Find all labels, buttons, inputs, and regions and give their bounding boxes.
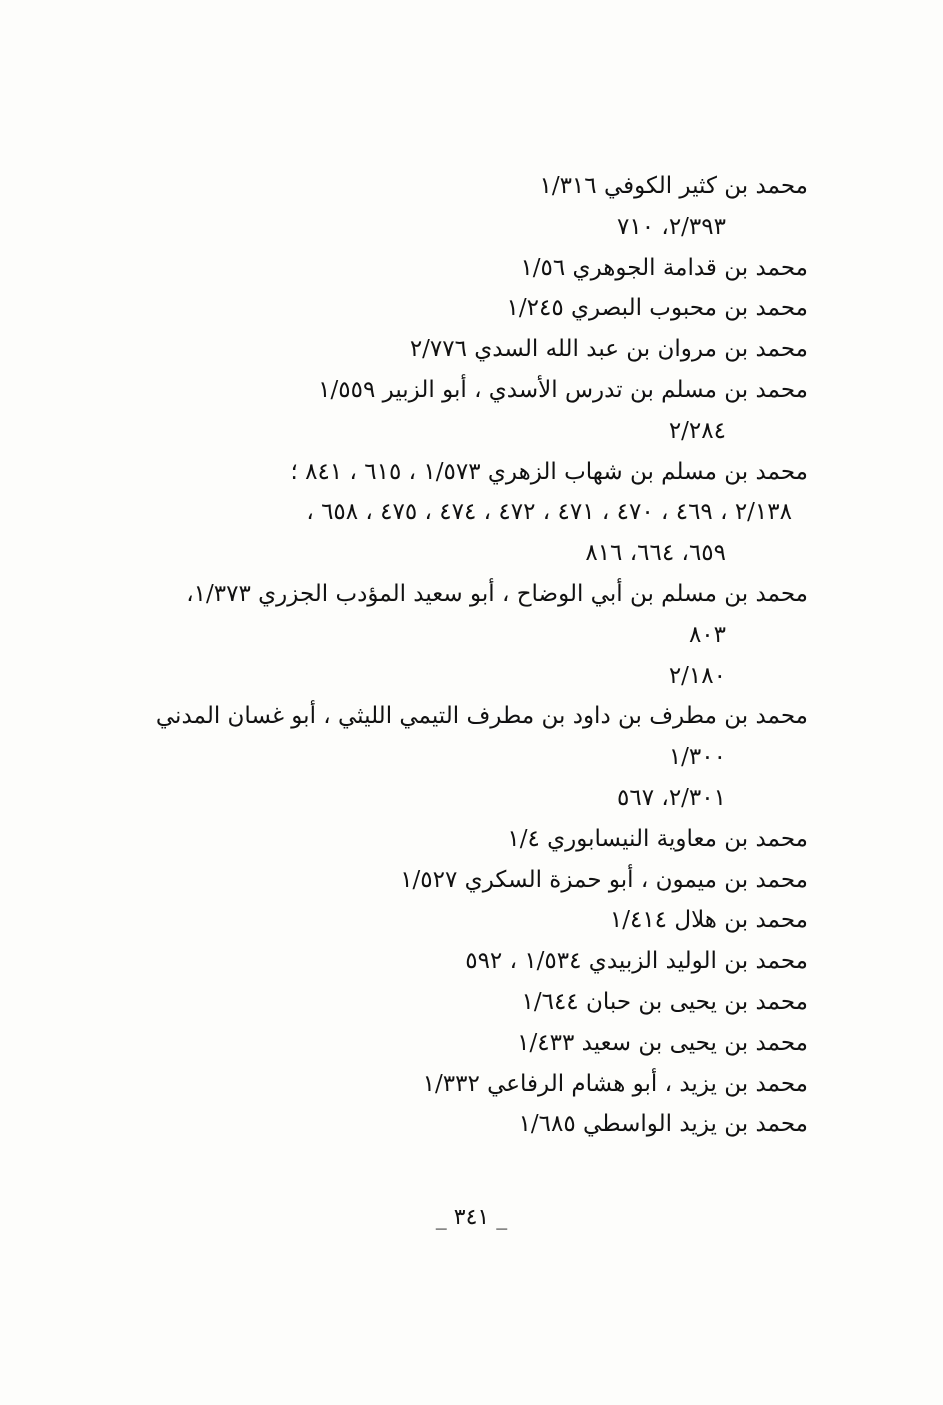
index-entry <box>158 900 808 941</box>
index-entry <box>158 1064 808 1105</box>
entry-line: محمد بن مسلم بن تدرس الأسدي ، أبو الزبير ١/٥٥٩ <box>318 376 808 403</box>
entry-line: محمد بن محبوب البصري ١/٢٤٥ <box>506 295 808 322</box>
entry-line: محمد بن كثير الكوفي ١/٣١٦ <box>539 173 808 199</box>
index-entry <box>158 1023 808 1064</box>
index-entry <box>158 1104 808 1145</box>
index-entry <box>158 166 808 248</box>
index-entry <box>158 452 808 574</box>
entry-line: محمد بن مروان بن عبد الله السدي ٢/٧٧٦ <box>409 336 808 363</box>
entry-line: محمد بن مسلم بن شهاب الزهري ١/٥٧٣ ، ٦١٥ ، ٨٤١ ؛ <box>290 458 808 485</box>
entry-line: محمد بن مسلم بن أبي الوضاح ، أبو سعيد المؤدب الجزري ١/٣٧٣، <box>186 580 808 607</box>
index-entry <box>158 329 808 370</box>
index-entry <box>158 819 808 860</box>
entry-line: محمد بن يحيى بن حبان ١/٦٤٤ <box>521 988 808 1015</box>
entry-line: محمد بن قدامة الجوهري ١/٥٦ <box>520 254 808 281</box>
entry-continuation-line: ٢/٣٠١، ٥٦٧ <box>617 784 726 811</box>
entry-line: محمد بن هلال ١/٤١٤ <box>609 907 808 934</box>
entry-line: محمد بن معاوية النيسابوري ١/٤ <box>507 825 808 852</box>
entry-continuation-line: ٢/٢٨٤ <box>668 417 726 444</box>
index-entry <box>158 574 808 696</box>
entry-continuation-line: ٢/١٨٠ <box>668 662 726 689</box>
entry-continuation-line: ٢/١٣٨ ، ٤٦٩ ، ٤٧٠ ، ٤٧١ ، ٤٧٢ ، ٤٧٤ ، ٤٧٥ ، ٦٥٨ ، <box>306 499 792 526</box>
index-entry <box>158 941 808 982</box>
entry-continuation-line: ٦٥٩، ٦٦٤، ٨١٦ <box>585 540 726 567</box>
entry-line: محمد بن الوليد الزبيدي ١/٥٣٤ ، ٥٩٢ <box>465 948 808 975</box>
entry-continuation-line: ٢/٣٩٣، ٧١٠ <box>617 213 726 240</box>
entry-line: محمد بن يزيد الواسطي ١/٦٨٥ <box>518 1111 808 1138</box>
page-number: _ ٣٤١ _ <box>435 1205 508 1230</box>
entry-continuation-line: ١/٣٠٠ <box>668 744 726 771</box>
index-entry <box>158 982 808 1023</box>
index-entry <box>158 860 808 901</box>
index-entry <box>158 248 808 289</box>
entry-line: محمد بن يحيى بن سعيد ١/٤٣٣ <box>517 1029 808 1056</box>
index-entry <box>155 696 808 818</box>
narrator-index-list <box>155 166 808 1145</box>
index-entry <box>158 370 808 452</box>
entry-line: محمد بن يزيد ، أبو هشام الرفاعي ١/٣٣٢ <box>422 1070 808 1097</box>
entry-continuation-line: ٨٠٣ <box>688 621 726 648</box>
entry-line: محمد بن مطرف بن داود بن مطرف التيمي الليثي ، أبو غسان المدني <box>155 703 808 730</box>
index-entry <box>158 288 808 329</box>
entry-line: محمد بن ميمون ، أبو حمزة السكري ١/٥٢٧ <box>400 866 808 893</box>
